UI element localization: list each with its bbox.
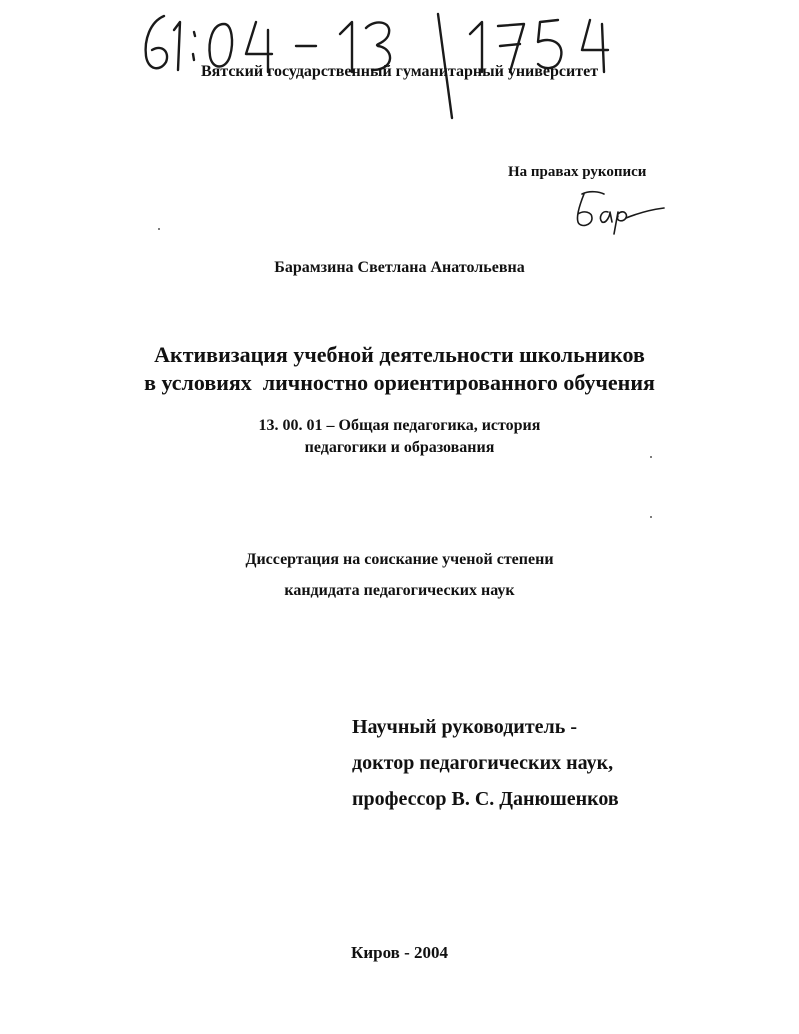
scan-speck xyxy=(650,516,652,518)
supervisor-line-3: профессор В. С. Данюшенков xyxy=(352,788,619,810)
author-signature xyxy=(560,186,670,236)
manuscript-rights-label: На правах рукописи xyxy=(508,164,647,180)
supervisor-line-2: доктор педагогических наук, xyxy=(352,752,614,774)
scan-speck xyxy=(650,456,652,458)
scan-speck xyxy=(158,228,160,230)
degree-line-1: Диссертация на соискание ученой степени xyxy=(245,551,554,568)
dissertation-title-line-1: Активизация учебной деятельности школьников xyxy=(154,342,645,367)
author-name: Барамзина Светлана Анатольевна xyxy=(274,259,525,276)
university-name: Вятский государственный гуманитарный университет xyxy=(200,63,599,80)
city-year: Киров - 2004 xyxy=(351,943,448,962)
dissertation-title-line-2: в условиях личностно ориентированного обучения xyxy=(144,370,655,395)
degree-line-2: кандидата педагогических наук xyxy=(284,582,515,599)
specialty-line-1: 13. 00. 01 – Общая педагогика, история xyxy=(258,417,541,434)
specialty-line-2: педагогики и образования xyxy=(304,439,495,456)
supervisor-line-1: Научный руководитель - xyxy=(352,716,577,738)
